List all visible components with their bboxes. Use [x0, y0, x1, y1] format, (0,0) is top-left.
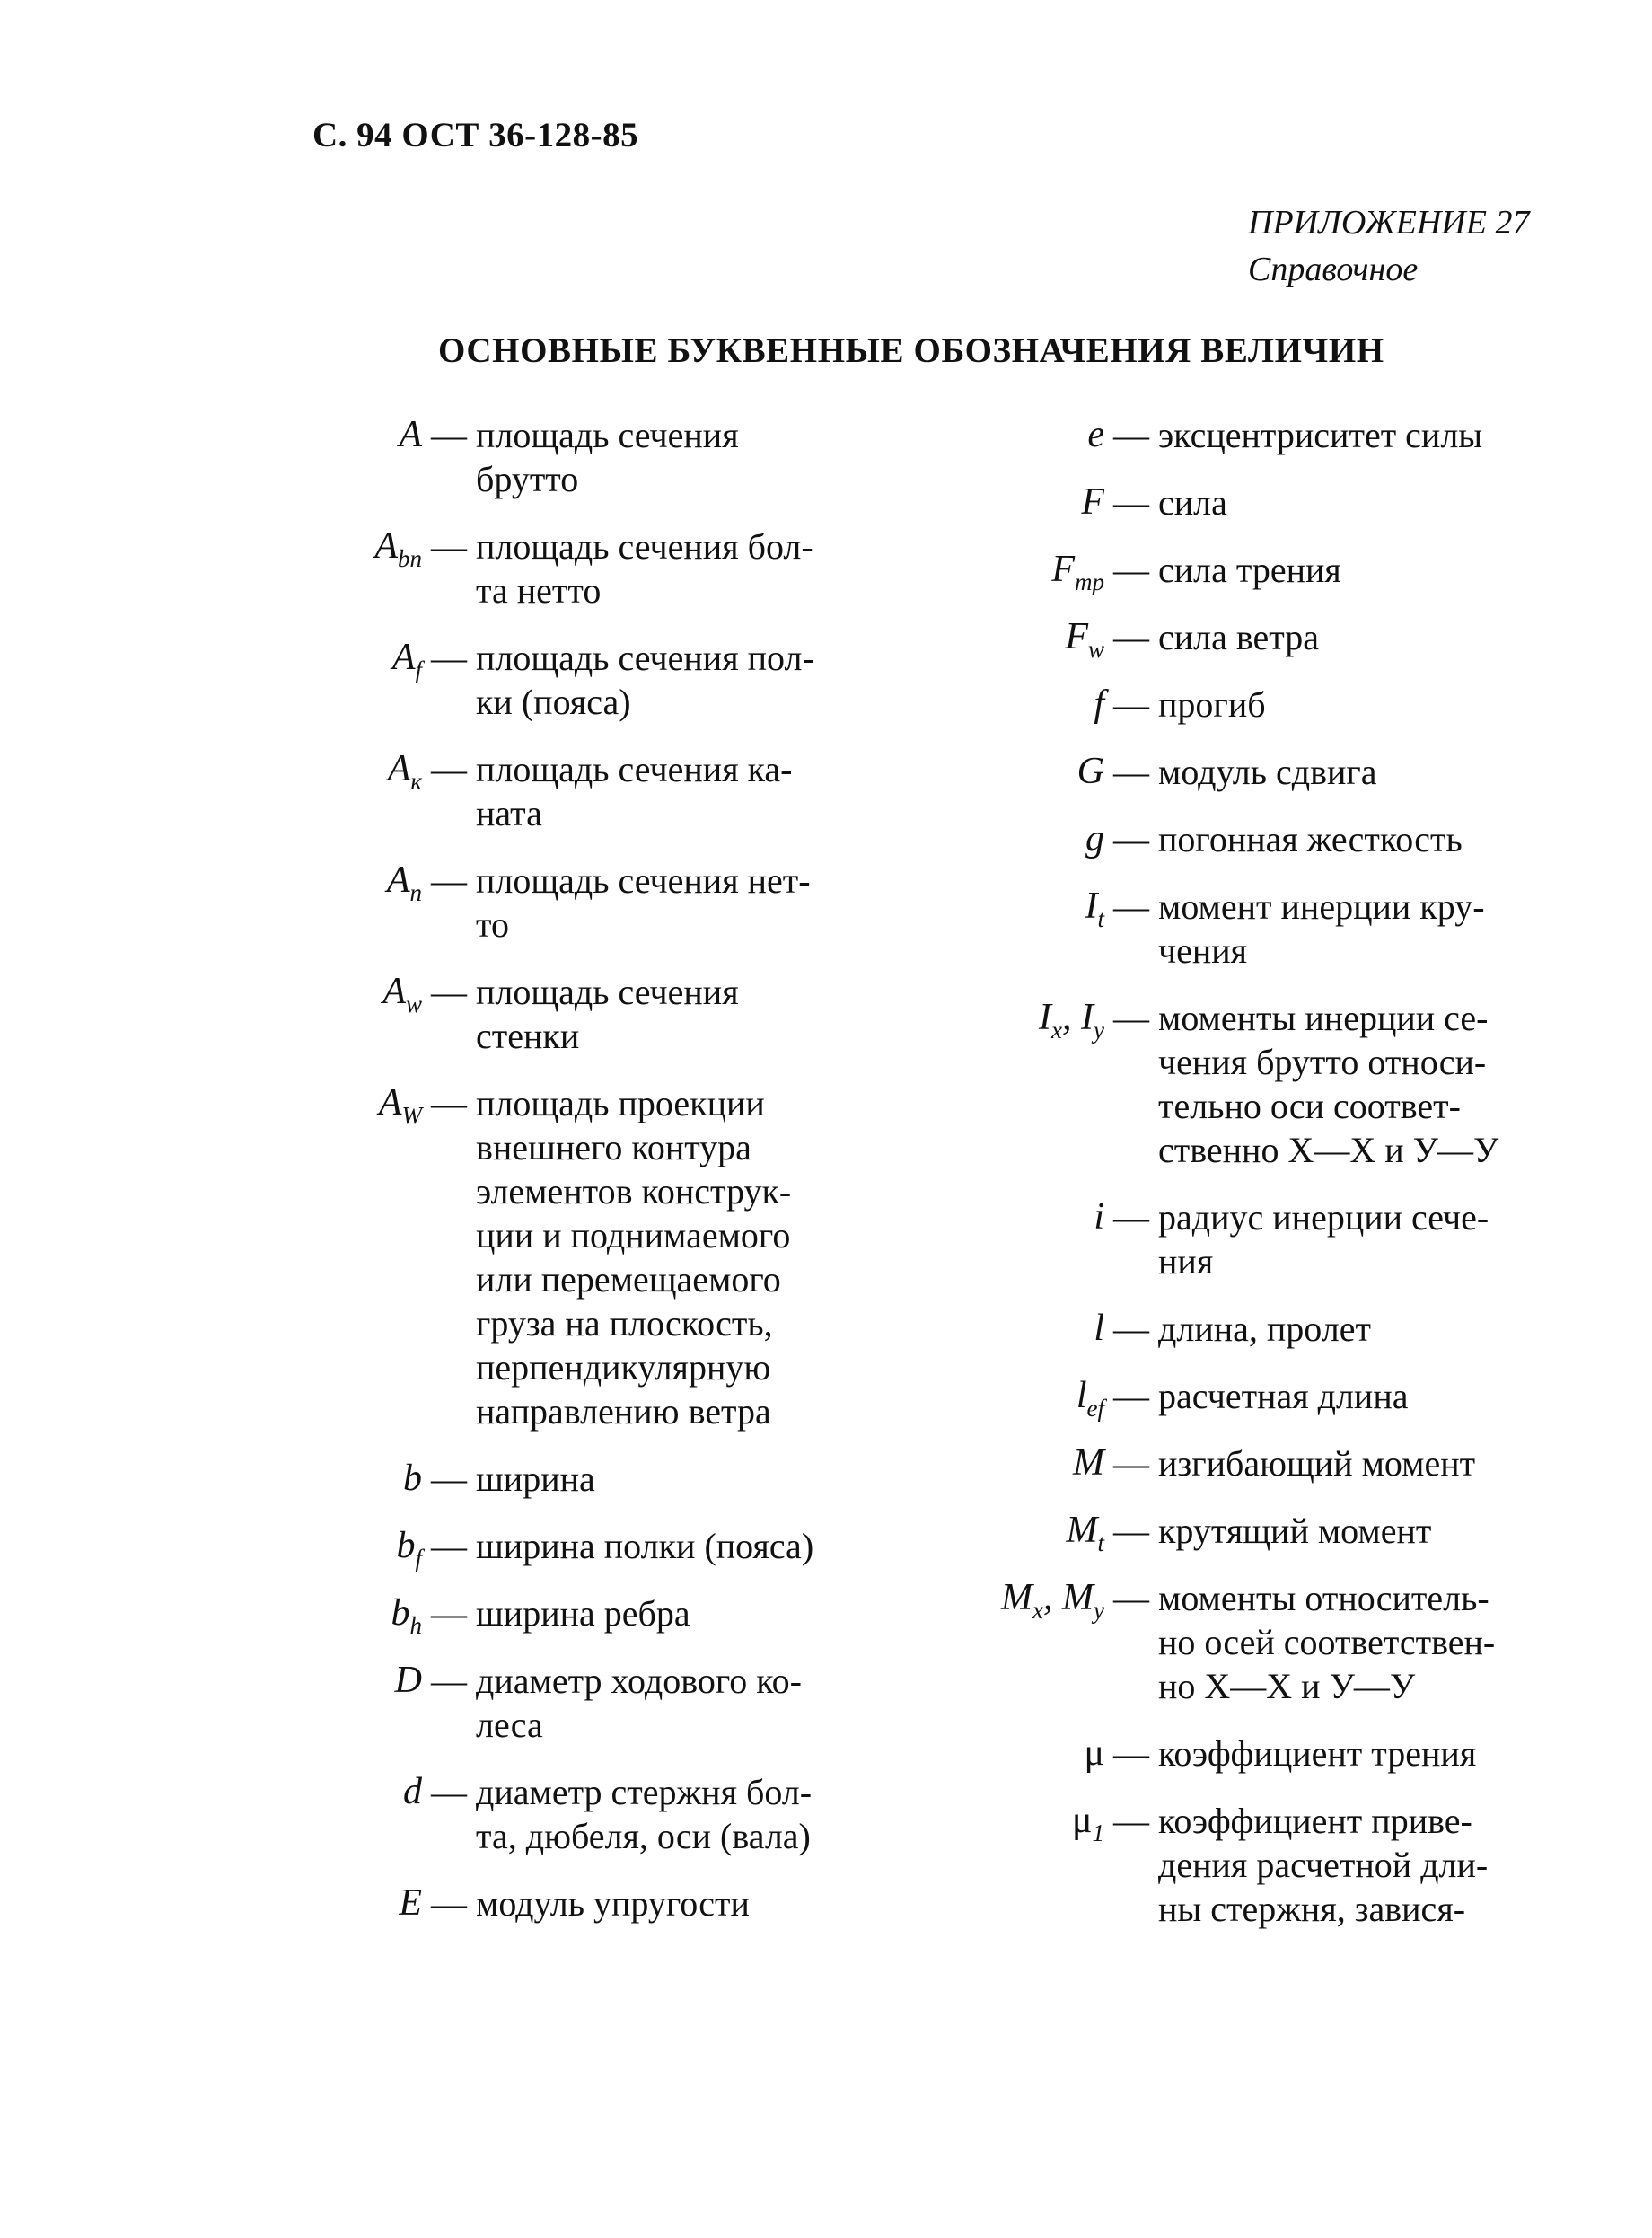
- symbol-subscript: x: [1051, 1017, 1063, 1044]
- symbol-description: радиус инерции сече- ния: [1158, 1197, 1489, 1282]
- symbol-entry: [943, 996, 1535, 1172]
- symbol-description: сила трения: [1158, 550, 1341, 590]
- symbol-description: эксцентриситет силы: [1158, 415, 1483, 455]
- symbol: [943, 750, 1104, 794]
- symbol-subscript: h: [409, 1612, 422, 1639]
- symbol-entry: [323, 1591, 880, 1639]
- symbol-description: моменты инерции се- чения брутто относи- тельно оси соответ- ственно Х—Х и У—У: [1158, 998, 1499, 1170]
- symbol: [943, 413, 1104, 457]
- symbol-letter: A: [391, 637, 416, 678]
- symbol: [943, 1799, 1104, 1846]
- symbol-description: ширина полки (пояса): [476, 1526, 814, 1566]
- symbol-entry: [943, 1799, 1535, 1931]
- symbol-letter: I: [1081, 997, 1094, 1038]
- appendix-label: [1248, 199, 1529, 293]
- symbol-subscript: w: [405, 991, 422, 1018]
- symbol-entry: [943, 1576, 1535, 1708]
- symbol-description: площадь сечения нет- то: [476, 860, 811, 945]
- dash-separator: —: [431, 1661, 467, 1701]
- symbol-description: моменты относитель- но осей соответствен- но Х—Х и У—У: [1158, 1578, 1496, 1706]
- symbol-entry: [323, 1524, 880, 1572]
- symbol-letter: M: [1066, 1510, 1098, 1551]
- symbol-letter: I: [1085, 886, 1098, 927]
- symbol-entry: [943, 750, 1535, 794]
- dash-separator: —: [1113, 415, 1149, 455]
- symbol-letter: l: [1094, 1308, 1104, 1349]
- symbol-letter: M: [1001, 1577, 1033, 1618]
- symbol-description: коэффициент приве- дения расчетной дли- ны стержня, завися-: [1158, 1801, 1489, 1929]
- symbol: [323, 1770, 422, 1814]
- symbol-description: площадь сечения бол- та нетто: [476, 526, 813, 611]
- symbol: [323, 1524, 422, 1572]
- symbol-subscript: f: [415, 656, 422, 683]
- symbol-description: сила: [1158, 482, 1227, 523]
- symbol-subscript: w: [1087, 636, 1104, 663]
- symbol-subscript: ef: [1086, 1395, 1104, 1422]
- symbol-subscript: n: [409, 879, 422, 906]
- symbol-description: сила ветра: [1158, 617, 1320, 657]
- symbol-letter: A: [374, 525, 398, 567]
- dash-separator: —: [1113, 1511, 1149, 1551]
- symbol-entry: [943, 1307, 1535, 1351]
- symbol-letter: μ: [1084, 1732, 1104, 1774]
- dash-separator: —: [1113, 1197, 1149, 1238]
- symbol: [323, 524, 422, 572]
- running-head: С. 94 ОСТ 36-128-85: [312, 116, 639, 154]
- symbols-column-left: [323, 413, 880, 1949]
- symbol-entry: [943, 615, 1535, 663]
- symbol: [943, 683, 1104, 727]
- symbol-entry: [943, 885, 1535, 973]
- symbol-letter: G: [1076, 751, 1104, 792]
- dash-separator: —: [1113, 886, 1149, 927]
- symbol: [323, 1881, 422, 1925]
- symbol-entry: [323, 859, 880, 947]
- symbol-description: длина, пролет: [1158, 1308, 1371, 1349]
- symbol-entry: [323, 524, 880, 612]
- symbol-subscript: W: [401, 1102, 422, 1129]
- dash-separator: —: [431, 638, 467, 678]
- dash-separator: —: [431, 415, 467, 455]
- symbol-subscript: t: [1097, 1529, 1104, 1556]
- symbol: [943, 480, 1104, 524]
- symbol: [943, 1441, 1104, 1485]
- symbol: [943, 1374, 1104, 1422]
- symbol-letter: A: [399, 414, 422, 455]
- symbol-entry: [943, 1509, 1535, 1556]
- symbol-description: площадь сечения пол- ки (пояса): [476, 638, 814, 722]
- symbol: [323, 859, 422, 906]
- symbol-entry: [943, 1441, 1535, 1485]
- symbol: [323, 747, 422, 795]
- dash-separator: —: [431, 1458, 467, 1499]
- page-title: ОСНОВНЫЕ БУКВЕННЫЕ ОБОЗНАЧЕНИЯ ВЕЛИЧИН: [438, 331, 1384, 370]
- dash-separator: —: [1113, 482, 1149, 523]
- dash-separator: —: [1113, 998, 1149, 1038]
- symbol-letter: D: [394, 1660, 422, 1701]
- symbol-subscript: t: [1097, 905, 1104, 932]
- symbol: [943, 615, 1104, 663]
- dash-separator: —: [431, 1772, 467, 1812]
- symbol-description: площадь сечения ка- ната: [476, 749, 793, 833]
- symbol-entry: [943, 413, 1535, 457]
- symbol-entry: [943, 817, 1535, 861]
- symbol-letter: I: [1039, 997, 1052, 1038]
- symbol-letter: i: [1094, 1196, 1104, 1238]
- symbol: [943, 1307, 1104, 1351]
- symbol-entry: [943, 683, 1535, 727]
- symbol-letter: e: [1087, 414, 1104, 455]
- symbol-description: площадь сечения стенки: [476, 972, 739, 1056]
- dash-separator: —: [431, 1883, 467, 1924]
- symbol-entry: [323, 413, 880, 501]
- symbols-column-right: [943, 413, 1535, 1954]
- symbol-description: расчетная длина: [1158, 1376, 1409, 1416]
- dash-separator: —: [1113, 819, 1149, 859]
- dash-separator: —: [431, 526, 467, 567]
- symbol-description: ширина ребра: [476, 1593, 690, 1634]
- symbol-letter: b: [396, 1525, 416, 1566]
- symbol-subscript: тр: [1075, 568, 1104, 595]
- dash-separator: —: [1113, 1733, 1149, 1774]
- dash-separator: —: [1113, 617, 1149, 657]
- symbol: [323, 1081, 422, 1129]
- symbol-entry: [943, 1731, 1535, 1775]
- symbol-description: ширина: [476, 1458, 595, 1499]
- dash-separator: —: [431, 1526, 467, 1566]
- symbol-letter: E: [399, 1882, 422, 1924]
- symbol-entry: [943, 480, 1535, 524]
- symbol-entry: [943, 1374, 1535, 1422]
- dash-separator: —: [431, 749, 467, 789]
- symbol-letter: F: [1065, 616, 1088, 657]
- symbol-description: площадь проекции внешнего контура элементов конструк- ции и поднимаемого или перемещаемого груза на плоскость, перпендикулярную направлению ветра: [476, 1083, 792, 1432]
- symbol: [323, 1457, 422, 1501]
- symbol-entry: [323, 1457, 880, 1501]
- dash-separator: —: [431, 1083, 467, 1123]
- symbol: $I_x$, $I_y$: [1039, 997, 1104, 1044]
- symbol-letter: M: [1073, 1442, 1104, 1484]
- symbol-letter: M: [1062, 1577, 1094, 1618]
- dash-separator: —: [1113, 550, 1149, 590]
- symbol-description: прогиб: [1158, 684, 1266, 725]
- symbol-subscript: к: [410, 768, 422, 795]
- symbol-entry: [323, 1659, 880, 1747]
- symbol: [323, 970, 422, 1018]
- symbol-description: модуль сдвига: [1158, 752, 1377, 792]
- symbol-subscript: y: [1094, 1017, 1104, 1044]
- symbol: [323, 1659, 422, 1703]
- dash-separator: —: [1113, 1376, 1149, 1416]
- symbol-entry: [323, 1881, 880, 1925]
- symbol: [943, 1731, 1104, 1775]
- symbol-subscript: 1: [1092, 1819, 1104, 1846]
- dash-separator: —: [1113, 1308, 1149, 1349]
- dash-separator: —: [431, 972, 467, 1012]
- symbol-description: модуль упругости: [476, 1883, 750, 1924]
- dash-separator: —: [1113, 1801, 1149, 1841]
- symbol: [943, 548, 1104, 595]
- dash-separator: —: [1113, 1578, 1149, 1618]
- symbol-letter: d: [403, 1771, 422, 1812]
- symbol-subscript: x: [1032, 1597, 1044, 1624]
- symbol-entry: [323, 636, 880, 724]
- symbol: $M_x$, $M_y$: [1001, 1577, 1104, 1624]
- symbol-description: диаметр стержня бол- та, дюбеля, оси (вала): [476, 1772, 813, 1856]
- symbol-description: крутящий момент: [1158, 1511, 1432, 1551]
- symbol-letter: l: [1076, 1375, 1087, 1416]
- symbol: [323, 636, 422, 683]
- symbol: [943, 1195, 1104, 1239]
- dash-separator: —: [1113, 684, 1149, 725]
- symbol-letter: A: [378, 1082, 402, 1123]
- symbol-description: площадь сечения брутто: [476, 415, 739, 499]
- symbol-letter: f: [1094, 683, 1104, 725]
- symbol-entry: [323, 1081, 880, 1433]
- symbol-entry: [323, 970, 880, 1058]
- symbol-description: коэффициент трения: [1158, 1733, 1477, 1774]
- symbol-entry: [323, 747, 880, 835]
- symbol-description: погонная жесткость: [1158, 819, 1463, 859]
- symbol-letter: μ: [1071, 1800, 1093, 1841]
- symbol-letter: g: [1085, 818, 1104, 859]
- symbol-entry: [943, 548, 1535, 595]
- appendix-number: ПРИЛОЖЕНИЕ 27: [1248, 204, 1530, 242]
- symbol-letter: b: [403, 1458, 422, 1499]
- symbol: [943, 1509, 1104, 1556]
- symbol-letter: F: [1051, 549, 1075, 590]
- symbol-letter: b: [391, 1592, 410, 1634]
- symbol-description: момент инерции кру- чения: [1158, 886, 1485, 971]
- symbol: [323, 1591, 422, 1639]
- symbol-subscript: y: [1094, 1597, 1104, 1624]
- symbol-subscript: bn: [398, 545, 422, 572]
- symbol-entry: [323, 1770, 880, 1858]
- dash-separator: —: [431, 1593, 467, 1634]
- symbol-letter: A: [382, 971, 406, 1012]
- dash-separator: —: [1113, 1443, 1149, 1484]
- symbol: [943, 885, 1104, 932]
- symbol-description: диаметр ходового ко- леса: [476, 1661, 802, 1745]
- dash-separator: —: [1113, 752, 1149, 792]
- symbol: [943, 817, 1104, 861]
- appendix-note: Справочное: [1248, 251, 1419, 288]
- symbol-letter: A: [386, 859, 410, 901]
- symbol-letter: A: [387, 748, 411, 789]
- dash-separator: —: [431, 860, 467, 901]
- symbol: [323, 413, 422, 457]
- symbol-description: изгибающий момент: [1158, 1443, 1476, 1484]
- symbol-entry: [943, 1195, 1535, 1283]
- symbol-letter: F: [1081, 481, 1104, 523]
- symbol-subscript: f: [415, 1545, 422, 1572]
